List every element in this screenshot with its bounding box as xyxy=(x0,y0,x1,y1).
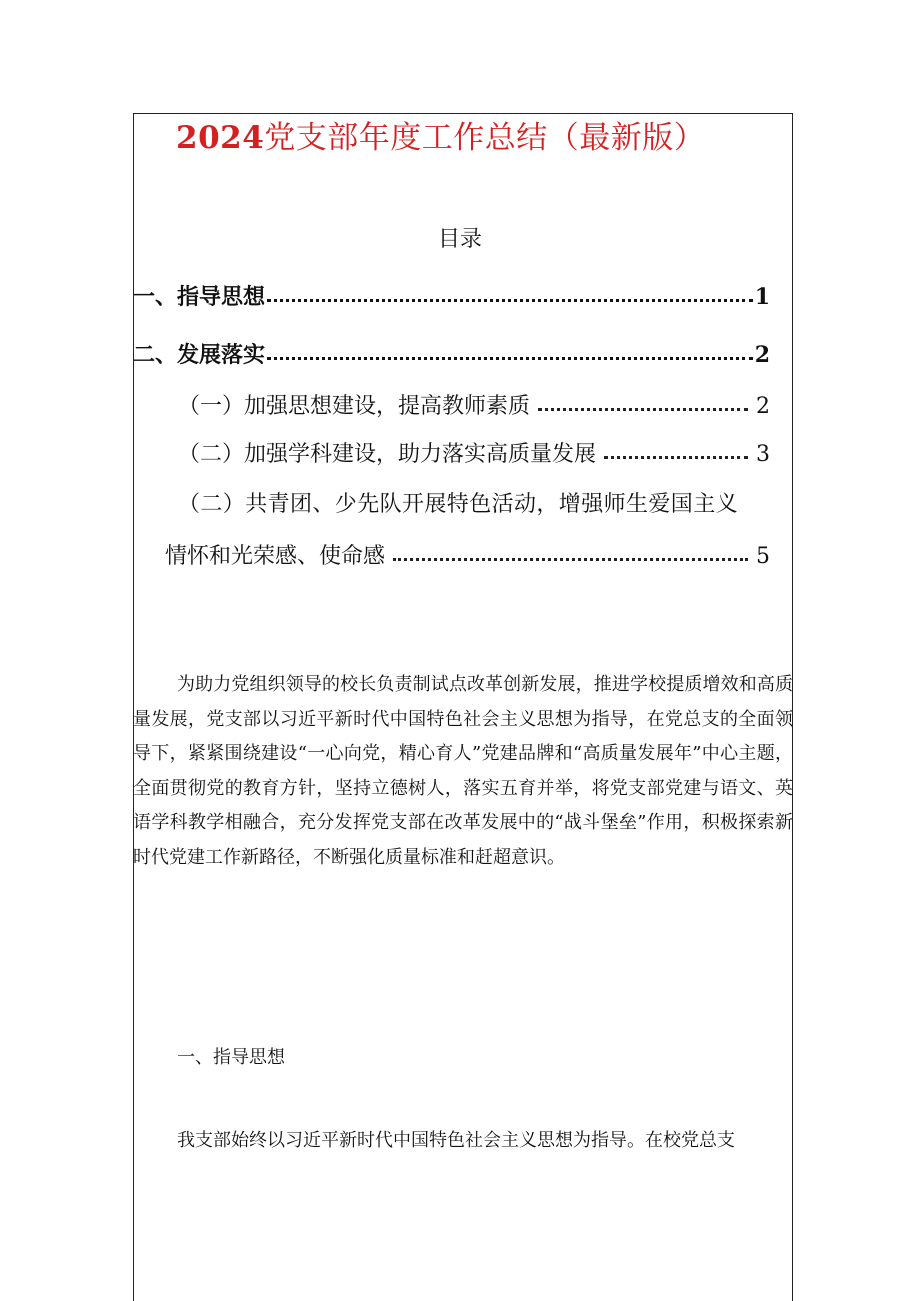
title-text: 党支部年度工作总结（最新版） xyxy=(264,120,706,156)
toc-entry-label: 一、指导思想 xyxy=(133,285,266,310)
toc-entry-guiding-thought[interactable] xyxy=(133,282,770,313)
toc-entry-subject-building[interactable] xyxy=(178,440,770,470)
intro-paragraph: 为助力党组织领导的校长负责制试点改革创新发展，推进学校提质增效和高质量发展，党支部以习近平新时代中国特色社会主义思想为指导，在党总支的全面领导下，紧紧围绕建设“一心向党，精心育人”党建品牌和“高质量发展年”中心主题，全面贯彻党的教育方针，坚持立德树人，落实五育并举，将党支部党建与语文、英语学科教学相融合，充分发挥党支部在改革发展中的“战斗堡垒”作用，积极探索新时代党建工作新路径，不断强化质量标准和赶超意识。 xyxy=(133,674,793,868)
toc-leader-dots xyxy=(604,448,748,459)
toc-entry-page: 2 xyxy=(756,394,770,419)
toc-entry-page: 2 xyxy=(754,342,770,368)
section-body-text: 我支部始终以习近平新时代中国特色社会主义思想为指导。在校党总支 xyxy=(177,1130,735,1151)
toc-leader-dots xyxy=(393,550,748,561)
toc-entry-page: 1 xyxy=(754,284,770,310)
toc-leader-dots xyxy=(267,291,753,302)
toc-entry-youth-activities-cont[interactable] xyxy=(165,542,770,572)
toc-leader-dots xyxy=(267,349,753,360)
toc-entry-development[interactable] xyxy=(133,340,770,371)
toc-heading: 目录 xyxy=(437,227,482,252)
toc-entry-label: （一）加强思想建设，提高教师素质 xyxy=(178,394,531,419)
toc-entry-label: 情怀和光荣感、使命感 xyxy=(165,544,386,569)
toc-entry-page: 3 xyxy=(756,442,770,467)
toc-leader-dots xyxy=(538,400,748,411)
document-title xyxy=(176,118,705,158)
toc-entry-page: 5 xyxy=(756,544,770,569)
section-heading-guiding-thought: 一、指导思想 xyxy=(177,1047,285,1068)
toc-entry-label: 二、发展落实 xyxy=(133,343,266,368)
toc-entry-youth-activities[interactable]: （二）共青团、少先队开展特色活动，增强师生爱国主义 xyxy=(178,492,739,517)
title-year: 2024 xyxy=(176,120,265,156)
toc-entry-ideology-building[interactable] xyxy=(178,392,770,422)
toc-entry-label: （二）加强学科建设，助力落实高质量发展 xyxy=(178,442,597,467)
